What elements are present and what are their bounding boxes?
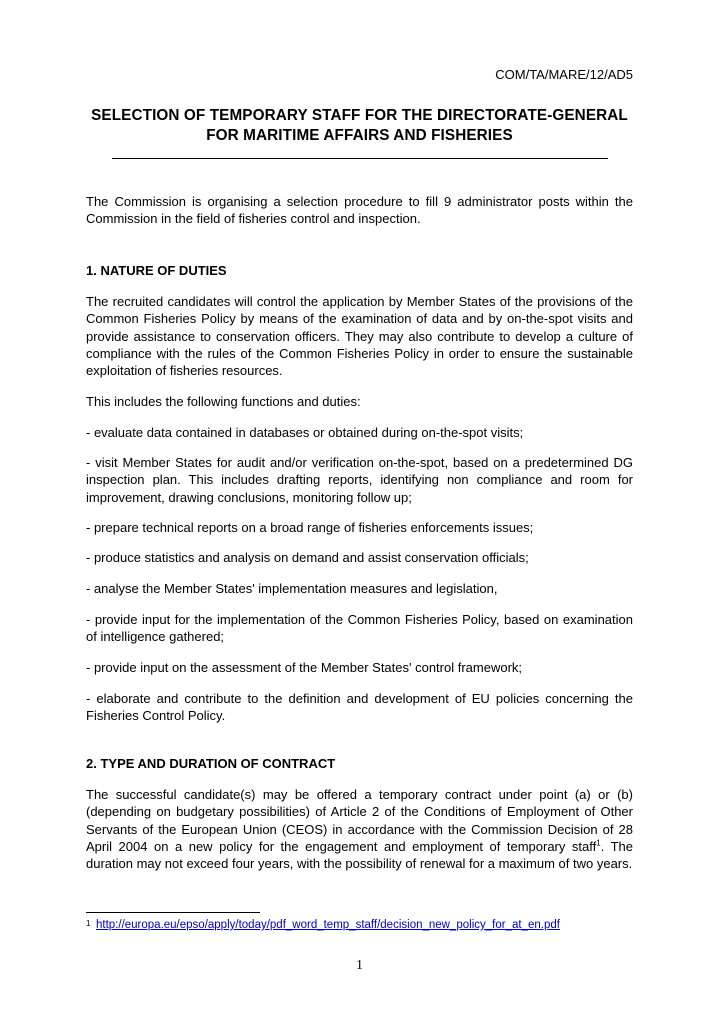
duty-item: - elaborate and contribute to the definition and development of EU policies concerning the Fisheries Control Policy. — [86, 691, 633, 724]
section-2-paragraph — [86, 786, 633, 872]
duty-item: - prepare technical reports on a broad range of fisheries enforcements issues; — [86, 520, 534, 535]
section-2-text-part-2: . The duration may not exceed four years, with the possibility of renewal for a maximum of two years. — [86, 838, 634, 872]
footnote-reference[interactable]: 1 — [596, 838, 601, 848]
footnote-link[interactable]: http://europa.eu/epso/apply/today/pdf_word_temp_staff/decision_new_policy_for_at_en.pdf — [96, 919, 560, 931]
document-title: SELECTION OF TEMPORARY STAFF FOR THE DIRECTORATE-GENERAL FOR MARITIME AFFAIRS AND FISHERIES — [91, 107, 628, 144]
duty-item: - produce statistics and analysis on demand and assist conservation officials; — [86, 550, 529, 565]
footnote-number: 1 — [86, 919, 91, 928]
section-2-text-part-1: The successful candidate(s) may be offered a temporary contract under point (a) or (b) (depending on budgetary possibilities) of Article 2 of the Conditions of Employment of Other Servants of the European Union (CEOS) in accordance with the Commission Decision of 28 April 2004 on a new policy for the engagement and employment of temporary staff — [86, 787, 633, 854]
duty-item: - evaluate data contained in databases or obtained during on-the-spot visits; — [86, 425, 524, 440]
intro-paragraph: The Commission is organising a selection procedure to fill 9 administrator posts within the Commission in the field of fisheries control and inspection. — [86, 194, 633, 227]
duties-lead: This includes the following functions and duties: — [86, 394, 361, 409]
duty-item: - provide input for the implementation of the Common Fisheries Policy, based on examination of intelligence gathered; — [86, 612, 633, 645]
duty-item: - visit Member States for audit and/or verification on-the-spot, based on a predetermined DG inspection plan. This includes drafting reports, identifying non compliance and room for improvement, drawing conclusions, monitoring follow up; — [86, 455, 633, 505]
reference-code: COM/TA/MARE/12/AD5 — [495, 67, 633, 82]
footnote — [86, 918, 560, 933]
page-number: 1 — [356, 958, 363, 973]
section-1-paragraph: The recruited candidates will control the application by Member States of the provisions of the Common Fisheries Policy by means of the examination of data and by on-the-spot visits and provide assistance to conservation officers. They may also contribute to develop a culture of compliance with the rules of the Common Fisheries Policy in order to ensure the sustainable exploitation of fisheries resources. — [86, 294, 633, 379]
footnote-separator — [86, 912, 260, 913]
title-underline — [112, 158, 608, 159]
duty-item: - analyse the Member States' implementation measures and legislation, — [86, 581, 498, 596]
section-1-heading: 1. NATURE OF DUTIES — [86, 263, 227, 278]
section-2-heading: 2. TYPE AND DURATION OF CONTRACT — [86, 756, 336, 771]
duty-item: - provide input on the assessment of the Member States' control framework; — [86, 660, 523, 675]
